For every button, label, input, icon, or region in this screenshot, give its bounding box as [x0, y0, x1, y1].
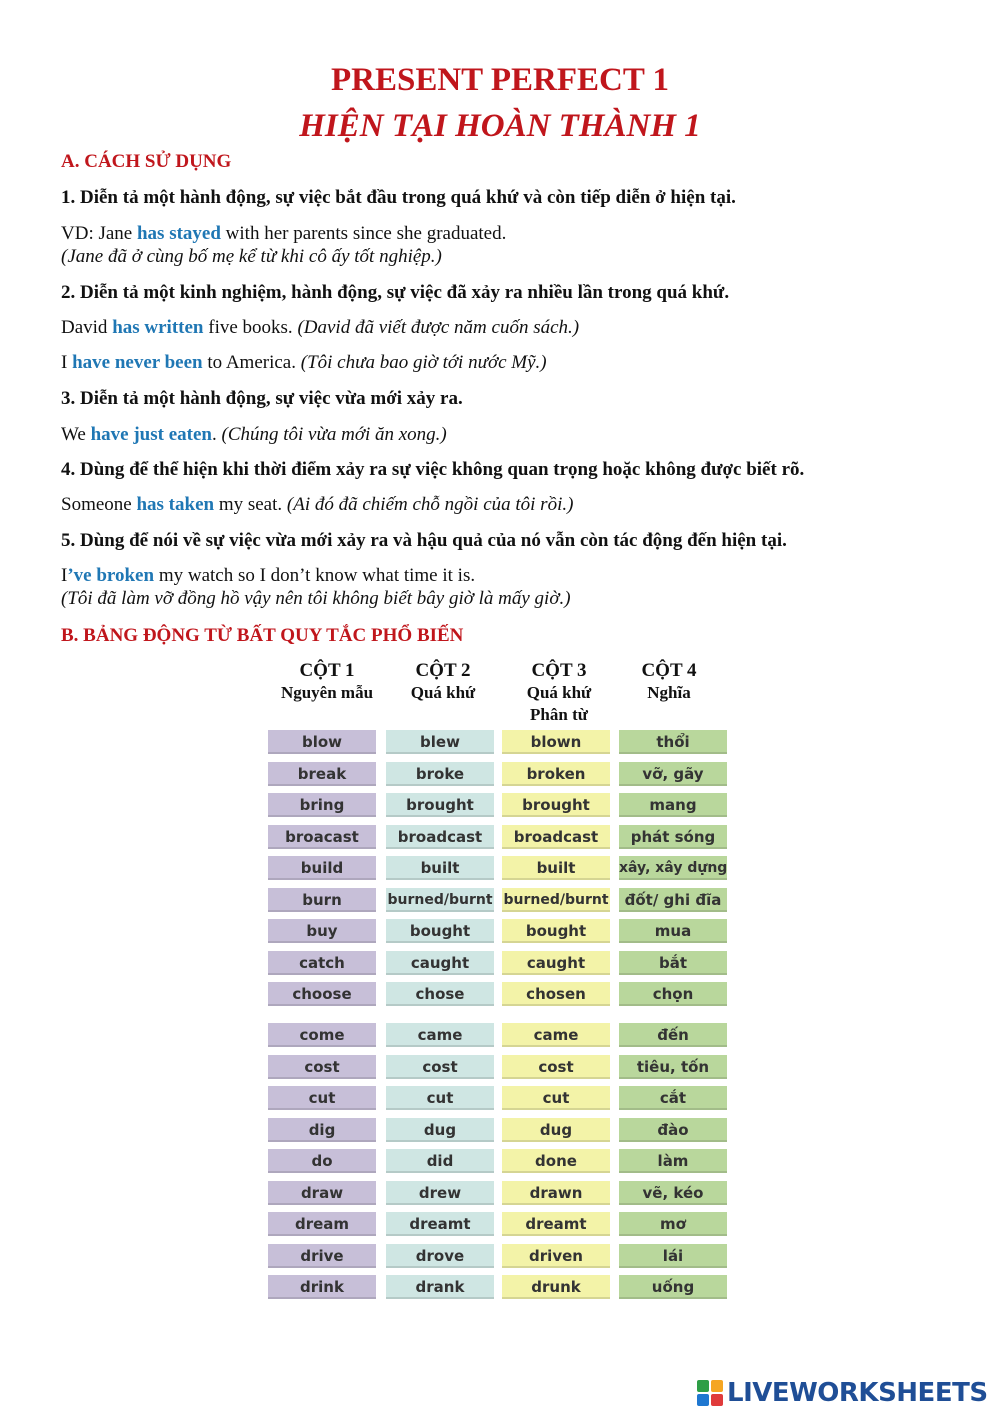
example-2b [61, 352, 960, 374]
verb-cell-base-form: cost [268, 1055, 376, 1079]
verb-cell-meaning: thổi [619, 730, 727, 754]
verb-cell-meaning: phát sóng [619, 825, 727, 849]
verb-cell-past-participle: drunk [502, 1275, 610, 1299]
verb-cell-past-participle: dreamt [502, 1212, 610, 1236]
usage-rule-5: 5. Dùng để nói về sự việc vừa mới xảy ra và hậu quả của nó vẫn còn tác động đến hiện tại. [61, 530, 787, 551]
example-verb: has stayed [136, 223, 221, 244]
verb-cell-past-simple: dreamt [386, 1212, 494, 1236]
usage-rule-3: 3. Diễn tả một hành động, sự việc vừa mới xảy ra. [61, 388, 463, 409]
example-text: I [61, 565, 68, 586]
example-text: VD: Jane [61, 223, 137, 244]
verb-cell-past-simple: chose [386, 982, 494, 1006]
verb-cell-meaning: đào [619, 1118, 727, 1142]
logo-square-icon [711, 1394, 723, 1406]
verb-cell-past-simple: broadcast [386, 825, 494, 849]
verb-cell-past-participle: caught [502, 951, 610, 975]
logo-square-icon [697, 1380, 709, 1392]
verb-cell-past-simple: came [386, 1023, 494, 1047]
verb-cell-base-form: blow [268, 730, 376, 754]
verb-cell-past-participle: blown [502, 730, 610, 754]
verb-cell-past-participle: broadcast [502, 825, 610, 849]
usage-rule-2: 2. Diễn tả một kinh nghiệm, hành động, sự việc đã xảy ra nhiều lần trong quá khứ. [61, 282, 730, 303]
example-verb: have just eaten [90, 424, 212, 445]
verb-cell-past-participle: burned/burnt [502, 888, 610, 912]
logo-square-icon [697, 1394, 709, 1406]
verb-cell-past-simple: cut [386, 1086, 494, 1110]
verb-cell-base-form: cut [268, 1086, 376, 1110]
verb-cell-past-participle: came [502, 1023, 610, 1047]
example-text: I [61, 352, 73, 373]
verb-cell-meaning: lái [619, 1244, 727, 1268]
column-header-sub: Nguyên mẫu [280, 683, 374, 702]
verb-cell-base-form: drink [268, 1275, 376, 1299]
verb-cell-past-simple: caught [386, 951, 494, 975]
example-text: to America. [202, 352, 301, 373]
verb-cell-base-form: break [268, 762, 376, 786]
verb-cell-past-participle: brought [502, 793, 610, 817]
verb-cell-meaning: tiêu, tốn [619, 1055, 727, 1079]
example-verb: have never been [72, 352, 203, 373]
verb-cell-meaning: xây, xây dựng [619, 856, 727, 880]
example-5a-translation: (Tôi đã làm vỡ đồng hồ vậy nên tôi không biết bây giờ là mấy giờ.) [61, 588, 571, 609]
verb-cell-past-simple: drew [386, 1181, 494, 1205]
example-text: my watch so I don’t know what time it is. [154, 565, 476, 586]
verb-cell-past-participle: broken [502, 762, 610, 786]
column-header-title: CỘT 1 [299, 660, 355, 681]
verb-cell-past-simple: drank [386, 1275, 494, 1299]
verb-cell-meaning: đốt/ ghi đĩa [619, 888, 727, 912]
example-verb: ’ve broken [67, 565, 155, 586]
verb-cell-past-participle: done [502, 1149, 610, 1173]
verb-cell-base-form: bring [268, 793, 376, 817]
logo-text: LIVEWORKSHEETS [727, 1378, 988, 1408]
example-1a-translation: (Jane đã ở cùng bố mẹ kể từ khi cô ấy tốt nghiệp.) [61, 246, 442, 267]
page-subtitle: HIỆN TẠI HOÀN THÀNH 1 [299, 108, 701, 144]
usage-rule-4: 4. Dùng để thể hiện khi thời điểm xảy ra sự việc không quan trọng hoặc không được biết rõ. [61, 459, 805, 480]
verb-cell-base-form: draw [268, 1181, 376, 1205]
verb-cell-past-participle: chosen [502, 982, 610, 1006]
section-a-heading: A. CÁCH SỬ DỤNG [61, 151, 232, 172]
verb-cell-meaning: làm [619, 1149, 727, 1173]
verb-cell-past-simple: brought [386, 793, 494, 817]
verb-cell-past-simple: built [386, 856, 494, 880]
example-text: Someone [61, 494, 137, 515]
verb-cell-past-simple: broke [386, 762, 494, 786]
verb-cell-base-form: drive [268, 1244, 376, 1268]
page-title: PRESENT PERFECT 1 [330, 62, 670, 98]
verb-cell-base-form: dig [268, 1118, 376, 1142]
verb-cell-meaning: mua [619, 919, 727, 943]
verb-cell-meaning: cắt [619, 1086, 727, 1110]
verb-cell-past-participle: drawn [502, 1181, 610, 1205]
verb-cell-meaning: đến [619, 1023, 727, 1047]
column-header-4 [599, 660, 739, 704]
verb-cell-base-form: buy [268, 919, 376, 943]
verb-cell-base-form: build [268, 856, 376, 880]
example-verb: has written [112, 317, 204, 338]
example-3a [61, 424, 960, 446]
verb-cell-past-participle: driven [502, 1244, 610, 1268]
example-5a [61, 565, 960, 587]
verb-cell-meaning: uống [619, 1275, 727, 1299]
example-1a [61, 223, 960, 245]
verb-cell-base-form: catch [268, 951, 376, 975]
example-translation: (Chúng tôi vừa mới ăn xong.) [221, 424, 447, 445]
verb-cell-base-form: dream [268, 1212, 376, 1236]
logo-square-icon [711, 1380, 723, 1392]
column-header-title: CỘT 2 [415, 660, 471, 681]
verb-cell-past-participle: cut [502, 1086, 610, 1110]
example-text: my seat. [214, 494, 287, 515]
verb-cell-past-simple: drove [386, 1244, 494, 1268]
verb-cell-base-form: do [268, 1149, 376, 1173]
verb-cell-meaning: chọn [619, 982, 727, 1006]
example-4a [61, 494, 960, 516]
example-text: David [61, 317, 113, 338]
verb-cell-past-simple: did [386, 1149, 494, 1173]
example-text: We [61, 424, 91, 445]
column-header-sub: Quá khứ Phân từ [526, 683, 592, 724]
verb-cell-base-form: come [268, 1023, 376, 1047]
verb-cell-past-simple: burned/burnt [386, 888, 494, 912]
verb-cell-meaning: mang [619, 793, 727, 817]
verb-cell-past-participle: cost [502, 1055, 610, 1079]
column-header-sub: Quá khứ [410, 683, 476, 702]
example-text: . [212, 424, 222, 445]
liveworksheets-logo [697, 1378, 988, 1408]
example-2a [61, 317, 960, 339]
verb-cell-meaning: vẽ, kéo [619, 1181, 727, 1205]
verb-cell-past-simple: cost [386, 1055, 494, 1079]
example-translation: (David đã viết được năm cuốn sách.) [297, 317, 580, 338]
example-text: five books. [203, 317, 298, 338]
column-header-sub: Nghĩa [647, 683, 691, 702]
example-verb: has taken [136, 494, 215, 515]
example-text: with her parents since she graduated. [220, 223, 507, 244]
verb-cell-base-form: choose [268, 982, 376, 1006]
liveworksheets-logo-icon [697, 1380, 723, 1406]
section-b-heading: B. BẢNG ĐỘNG TỪ BẤT QUY TẮC PHỔ BIẾN [61, 625, 464, 646]
verb-cell-past-participle: built [502, 856, 610, 880]
verb-cell-past-simple: bought [386, 919, 494, 943]
column-header-title: CỘT 4 [641, 660, 697, 681]
verb-cell-past-participle: dug [502, 1118, 610, 1142]
example-translation: (Tôi chưa bao giờ tới nước Mỹ.) [300, 352, 547, 373]
verb-cell-base-form: burn [268, 888, 376, 912]
column-header-title: CỘT 3 [531, 660, 587, 681]
verb-cell-past-participle: bought [502, 919, 610, 943]
verb-cell-past-simple: blew [386, 730, 494, 754]
usage-rule-1: 1. Diễn tả một hành động, sự việc bắt đầu trong quá khứ và còn tiếp diễn ở hiện tại. [61, 187, 736, 208]
verb-cell-meaning: bắt [619, 951, 727, 975]
verb-cell-meaning: mơ [619, 1212, 727, 1236]
verb-cell-base-form: broacast [268, 825, 376, 849]
verb-cell-past-simple: dug [386, 1118, 494, 1142]
example-translation: (Ai đó đã chiếm chỗ ngồi của tôi rồi.) [286, 494, 574, 515]
verb-cell-meaning: vỡ, gãy [619, 762, 727, 786]
